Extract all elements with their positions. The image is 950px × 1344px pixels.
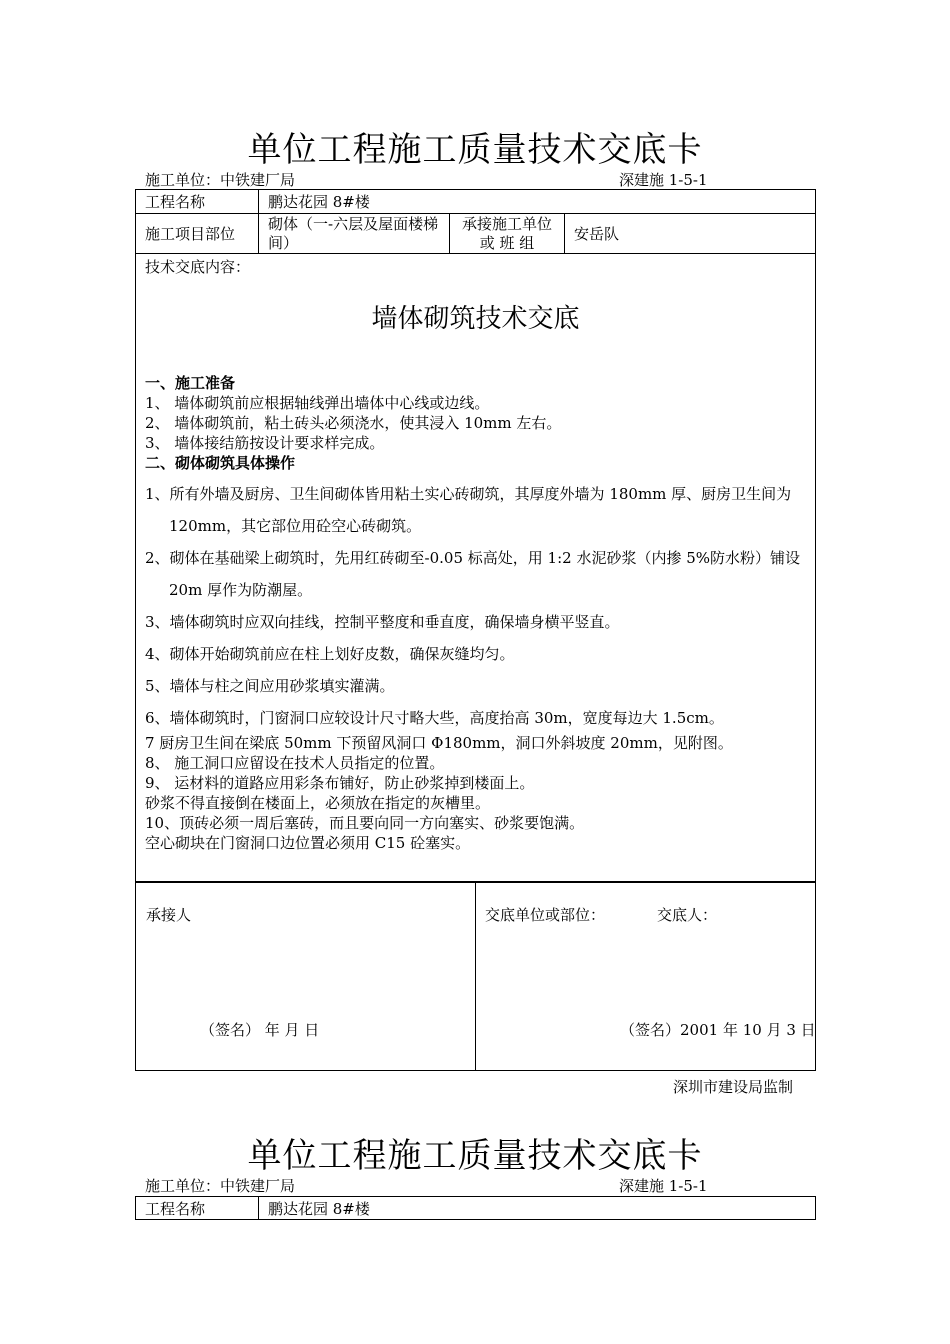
footer-supervisor: 深圳市建设局监制: [673, 1078, 794, 1096]
construction-unit: 施工单位：中铁建厂局: [145, 171, 296, 189]
issuer-signature: （签名）2001 年 10 月 3 日: [620, 1021, 816, 1039]
content-title: 墙体砌筑技术交底: [371, 304, 580, 334]
list-item: 9、 运材料的道路应用彩条布铺好，防止砂浆掉到楼面上。: [145, 774, 535, 792]
section-2-tail: [145, 733, 805, 853]
receiver-unit-label: 承接施工单位或 班 组: [450, 214, 565, 254]
card-2-construction-unit: 施工单位：中铁建厂局: [145, 1177, 296, 1195]
list-item: 8、 施工洞口应留设在技术人员指定的位置。: [145, 754, 445, 772]
form-code: 深建施 1-5-1: [619, 171, 708, 189]
project-name-value: 鹏达花园 8#楼: [259, 190, 816, 214]
section-2-title: 二、砌体砌筑具体操作: [145, 454, 296, 472]
card-2-project-name-label: 工程名称: [136, 1197, 259, 1220]
list-item: 1、所有外墙及厨房、卫生间砌体皆用粘土实心砖砌筑，其厚度外墙为 180mm 厚、厨房卫生间为 120mm，其它部位用砼空心砖砌筑。: [145, 485, 792, 535]
list-item: 10、顶砖必须一周后塞砖，而且要向同一方向塞实、砂浆要饱满。: [145, 814, 585, 832]
content-area: [135, 253, 816, 883]
list-item: 3、墙体砌筑时应双向挂线，控制平整度和垂直度，确保墙身横平竖直。: [145, 613, 620, 631]
receiver-section: [136, 882, 476, 1070]
section-1-title: 一、施工准备: [145, 374, 236, 392]
receiver-label: 承接人: [146, 906, 192, 924]
card-2-form-code: 深建施 1-5-1: [619, 1177, 708, 1195]
list-item: 4、砌体开始砌筑前应在柱上划好皮数，确保灰缝均匀。: [145, 645, 515, 663]
list-item: 6、墙体砌筑时，门窗洞口应较设计尺寸略大些，高度抬高 30m，宽度每边大 1.5cm。: [145, 709, 724, 727]
receiver-signature: （签名） 年 月 日: [200, 1021, 320, 1039]
list-item: 5、墙体与柱之间应用砂浆填实灌满。: [145, 677, 395, 695]
list-item: 空心砌块在门窗洞口边位置必须用 C15 砼塞实。: [145, 834, 471, 852]
list-item: 砂浆不得直接倒在楼面上，必须放在指定的灰槽里。: [145, 794, 491, 812]
item-part-value: 砌体（一-六层及屋面楼梯间）: [259, 214, 450, 254]
card-2-header-table: [135, 1196, 816, 1220]
card-2-title: 单位工程施工质量技术交底卡: [247, 1136, 703, 1176]
item-part-label: 施工项目部位: [136, 214, 259, 254]
section-1: [145, 373, 805, 473]
receiver-unit-value: 安岳队: [565, 214, 816, 254]
list-item: 1、 墙体砌筑前应根据轴线弹出墙体中心线或边线。: [145, 394, 490, 412]
list-item: 2、 墙体砌筑前，粘土砖头必须浇水，使其浸入 10mm 左右。: [145, 414, 562, 432]
issuer-unit-label: 交底单位或部位：: [485, 906, 606, 924]
issuer-person-label: 交底人：: [657, 906, 718, 924]
list-item: 3、 墙体接结筋按设计要求样完成。: [145, 434, 385, 452]
header-table: [135, 189, 816, 254]
content-label: 技术交底内容：: [145, 258, 251, 276]
card-2-project-name-value: 鹏达花园 8#楼: [259, 1197, 816, 1220]
list-item: 7 厨房卫生间在梁底 50mm 下预留风洞口 Φ180mm，洞口外斜坡度 20mm，见附图。: [145, 734, 733, 752]
section-2-body: [145, 478, 809, 734]
project-name-label: 工程名称: [136, 190, 259, 214]
card-title: 单位工程施工质量技术交底卡: [247, 130, 703, 170]
list-item: 2、砌体在基础梁上砌筑时，先用红砖砌至-0.05 标高处，用 1:2 水泥砂浆（内掺 5%防水粉）铺设 20m 厚作为防潮屋。: [145, 549, 801, 599]
signature-area: [135, 881, 816, 1071]
